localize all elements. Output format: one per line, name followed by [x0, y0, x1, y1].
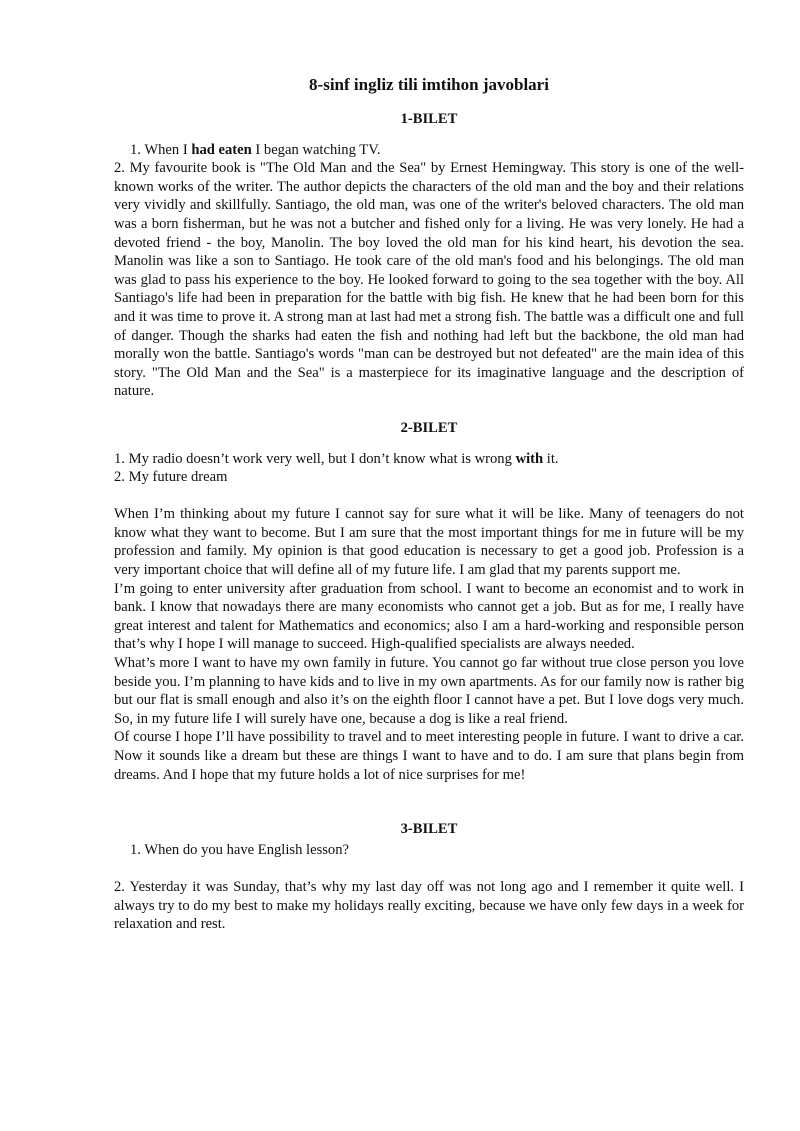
bilet-3-question-2: 2. Yesterday it was Sunday, that’s why my last day off was not long ago and I remember it quite well. I always try to do my best to make my holidays really exciting, because we have only few days in a week for relaxation and rest.	[114, 878, 744, 933]
bilet-2-q1-text: 1. My radio doesn’t work very well, but I don’t know what is wrong	[114, 450, 516, 467]
bilet-2-question-2-title: 2. My future dream	[114, 469, 228, 486]
bilet-1-question-2: 2. My favourite book is "The Old Man and the Sea" by Ernest Hemingway. This story is one of the well-known works of the writer. The author depicts the characters of the old man and the boy and their relations very vividly and skillfully. Santiago, the old man, was one of the writer's beloved characters. The old man was a born fisherman, but he was not a butcher and fished only for a living. He was very lonely. He had a devoted friend - the boy, Manolin. The boy loved the old man for his kind heart, his devotion the sea. Manolin was like a son to Santiago. He took care of the old man's food and his belongings. The old man was glad to pass his experience to the boy. He looked forward to going to the sea together with the boy. All Santiago's life had been in preparation for the battle with big fish. He knew that he had been born for this and it was time to prove it. A strong man at last had met a strong fish. The battle was a difficult one and full of danger. Though the sharks had eaten the fish and nothing had left but the backbone, the old man had morally won the battle. Santiago's words "man can be destroyed but not defeated" are the main idea of this story. "The Old Man and the Sea" is a masterpiece for its imaginative language and the description of nature.	[114, 160, 744, 400]
bilet-2-paragraph-4: Of course I hope I’ll have possibility to travel and to meet interesting people in future. I want to drive a car. Now it sounds like a dream but these are things I want to have and to do. I am sure that plans begin from dreams. And I hope that my future holds a lot of nice surprises for me!	[114, 729, 744, 783]
bilet-2-q1-text-end: it.	[543, 450, 559, 467]
bilet-1-question-1	[114, 141, 744, 160]
bilet-1-q1-text-end: I began watching TV.	[251, 141, 381, 158]
bilet-2-paragraph-3: What’s more I want to have my own family in future. You cannot go far without true close person you love beside you. I’m planning to have kids and to live in my own apartments. As for our family now is rather big but our flat is small enough and also it’s on the eighth floor I cannot have a pet. But I love dogs very much. So, in my future life I will surely have one, because a dog is like a real friend.	[114, 655, 744, 727]
bilet-1-q1-text: 1. When I	[130, 141, 192, 158]
bilet-2-paragraph-1: When I’m thinking about my future I cannot say for sure what it will be like. Many of teenagers do not know what they want to become. But I am sure that the most important things for me in future will be my profession and family. My opinion is that good education is necessary to get a good job. Profession is a very important choice that will define all of my future life. I am glad that my parents support me.	[114, 506, 744, 579]
bilet-2-question-1	[114, 450, 744, 469]
bilet-2-heading: 2-BILET	[400, 419, 458, 436]
bilet-3-heading: 3-BILET	[400, 821, 458, 838]
document-title: 8-sinf ingliz tili imtihon javoblari	[309, 75, 549, 94]
bilet-2-q1-answer: with	[515, 450, 544, 467]
bilet-2-paragraph-2: I’m going to enter university after graduation from school. I want to become an economist and to work in bank. I know that nowadays there are many economists who cannot get a job. But as for me, I really have great interest and talent for Mathematics and economics; also I am a hard-working and responsible person that’s why I hope I will manage to succeed. High-qualified specialists are always needed.	[114, 580, 744, 653]
document-page	[114, 74, 744, 934]
bilet-1-heading: 1-BILET	[400, 111, 458, 127]
bilet-3-question-1: 1. When do you have English lesson?	[130, 841, 350, 858]
bilet-1-q1-answer: had eaten	[191, 141, 252, 158]
